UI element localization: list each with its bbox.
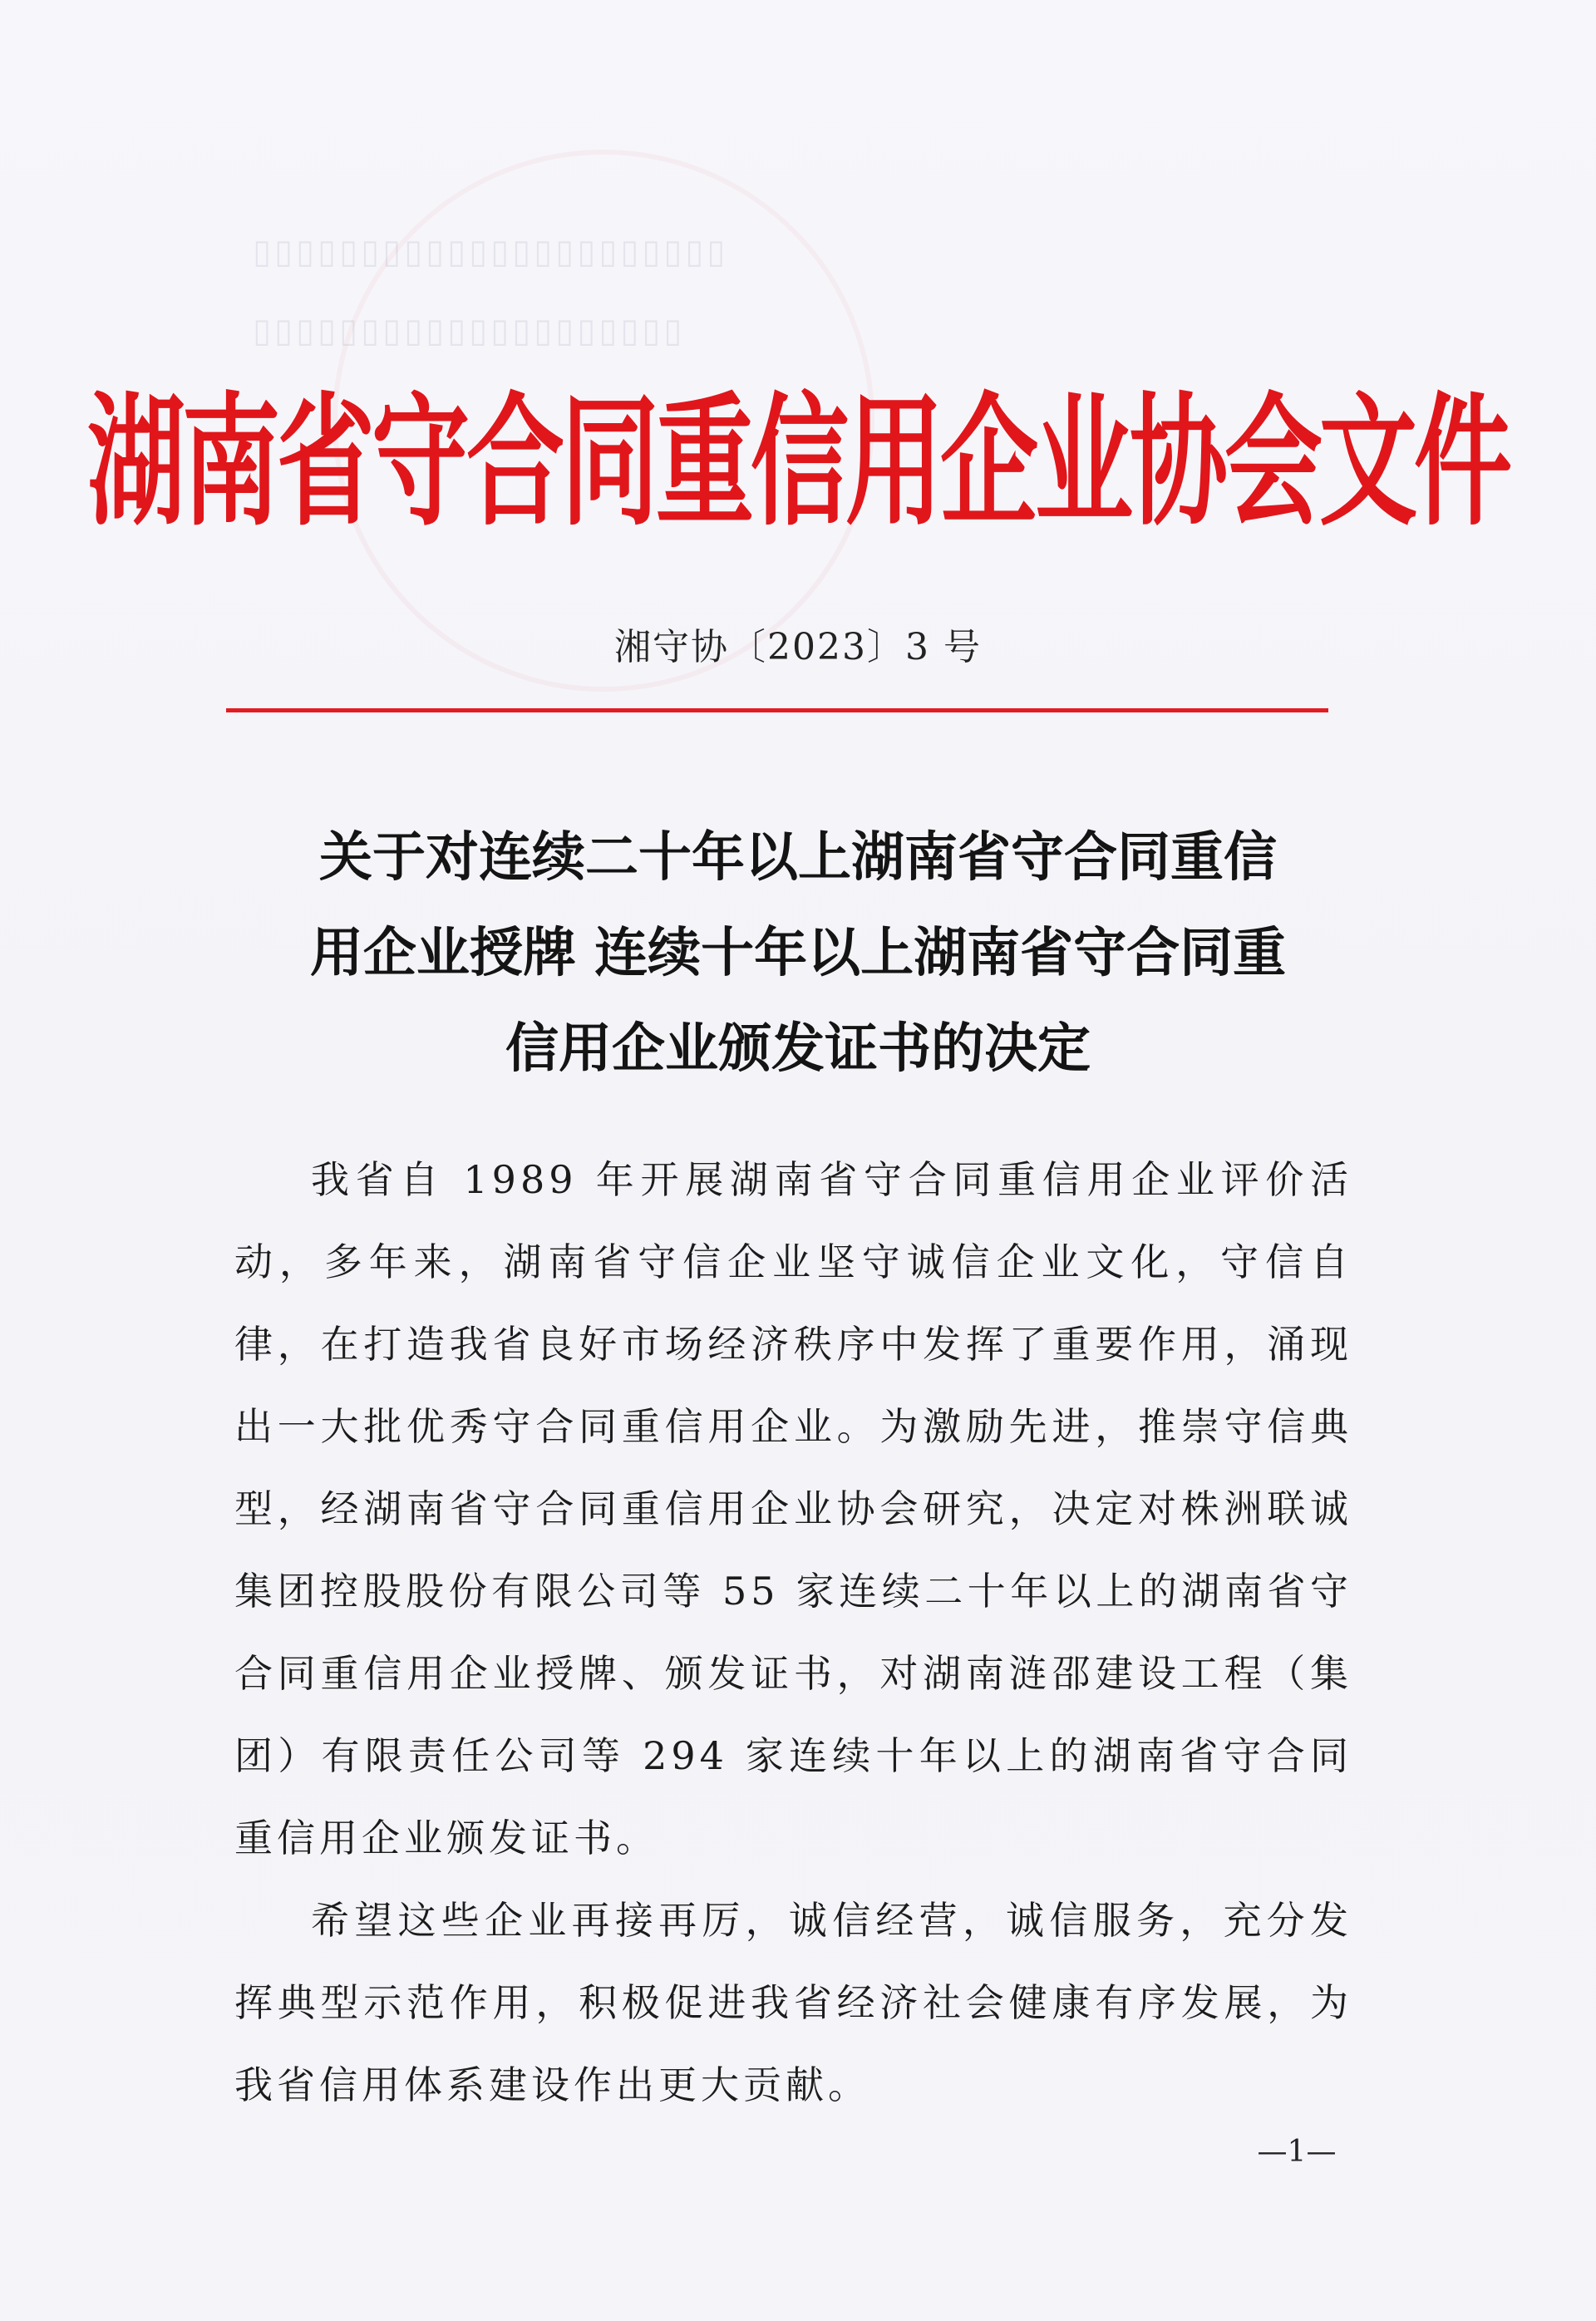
title-line: 关于对连续二十年以上湖南省守合同重信	[319, 827, 1277, 889]
document-title	[216, 811, 1380, 1097]
document-body	[234, 1139, 1352, 2126]
title-line: 用企业授牌 连续十年以上湖南省守合同重	[309, 923, 1287, 984]
masthead-title: 湖南省守合同重信用企业协会文件	[86, 378, 1509, 545]
document-number: 湘守协〔2023〕3 号	[614, 626, 982, 668]
body-paragraph: 希望这些企业再接再厉，诚信经营，诚信服务，充分发挥典型示范作用，积极促进我省经济社会健康有序发展，为我省信用体系建设作出更大贡献。	[234, 1898, 1352, 2107]
red-divider	[226, 708, 1328, 712]
show-through-text: ▯▯▯▯▯▯▯▯▯▯▯▯▯▯▯▯▯▯▯▯	[249, 312, 682, 350]
show-through-text: ▯▯▯▯▯▯▯▯▯▯▯▯▯▯▯▯▯▯▯▯▯▯	[249, 233, 726, 271]
page-number: —1—	[1257, 2135, 1337, 2169]
title-line: 信用企业颁发证书的决定	[505, 1018, 1091, 1080]
body-paragraph: 我省自 1989 年开展湖南省守合同重信用企业评价活动，多年来，湖南省守信企业坚守诚信企业文化，守信自律，在打造我省良好市场经济秩序中发挥了重要作用，涌现出一大批优秀守合同重信用企业。为激励先进，推崇守信典型，经湖南省守合同重信用企业协会研究，决定对株洲联诚集团控股股份有限公司等 55 家连续二十年以上的湖南省守合同重信用企业授牌、颁发证书，对湖南涟邵建设工程（集团）有限责任公司等 294 家连续十年以上的湖南省守合同重信用企业颁发证书。	[234, 1157, 1352, 1860]
